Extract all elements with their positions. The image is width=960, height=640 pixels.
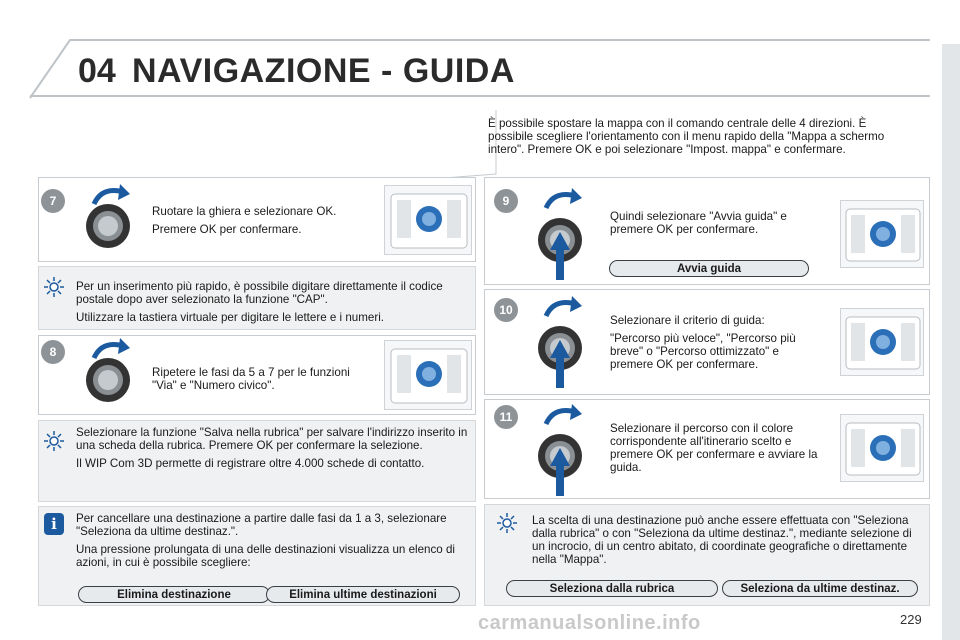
step-10-text [610,314,824,376]
elimina-ultime-destinazioni-button[interactable]: Elimina ultime destinazioni [266,586,460,603]
step-11-line-1: Selezionare il percorso con il colore corrispondente all'itinerario scelto e premere OK per confermare e avviare la guida. [610,422,818,474]
step-badge-9: 9 [494,189,518,213]
tip-3-line-1: La scelta di una destinazione può anche essere effettuata con "Seleziona dalla rubrica" o con "Seleziona da ultime destinaz.", mediante selezione di un incrocio, di un centro abitato, di coordinate geografiche o direttamente nella "Mappa". [532,514,912,566]
step-10-line-2: "Percorso più veloce", "Percorso più breve" o "Percorso ottimizzato" e premere OK per confermare. [610,332,796,371]
header-line [30,95,930,97]
navicom-device-image [384,185,472,255]
knob-press-icon [534,402,594,503]
step-11-text [610,422,824,479]
knob-press-icon [534,186,594,287]
side-strip [942,44,960,640]
seleziona-ultime-destinaz-button[interactable]: Seleziona da ultime destinaz. [722,580,918,597]
navicom-device-image [384,340,472,410]
step-7-line-1: Ruotare la ghiera e selezionare OK. [152,205,337,218]
step-9-text [610,210,820,241]
step-7-text [152,205,372,241]
tip-1-line-1: Per un inserimento più rapido, è possibile digitare direttamente il codice postale dopo aver selezionato la funzione "CAP". [76,280,443,306]
knob-press-icon [534,294,594,395]
step-badge-8: 8 [41,340,65,364]
tip-1-line-2: Utilizzare la tastiera virtuale per digitare le lettere e i numeri. [76,311,385,324]
tip-2-line-1: Selezionare la funzione "Salva nella rubrica" per salvare l'indirizzo inserito in una scheda della rubrica. Premere OK per confermare la selezione. [76,426,468,452]
lightbulb-icon [496,512,518,534]
info-icon: i [44,513,64,535]
knob-rotate-icon [82,336,142,413]
navicom-device-image [840,414,924,482]
step-badge-10: 10 [494,298,518,322]
watermark: carmanualsonline.info [478,612,701,634]
info-line-1: Per cancellare una destinazione a partire dalle fasi da 1 a 3, selezionare "Seleziona da ultime destinaz.". [76,512,447,538]
knob-rotate-icon [82,182,142,259]
info-text [76,512,468,574]
navicom-device-image [840,308,924,376]
step-8-line-1: Ripetere le fasi da 5 a 7 per le funzioni "Via" e "Numero civico". [152,366,350,392]
header-top-line [146,39,930,41]
elimina-destinazione-button[interactable]: Elimina destinazione [78,586,270,603]
step-badge-11: 11 [494,405,518,429]
tip-2-line-2: Il WIP Com 3D permette di registrare oltre 4.000 schede di contatto. [76,457,425,470]
avvia-guida-button[interactable]: Avvia guida [609,260,809,277]
tip-1-text [76,280,468,329]
info-line-2: Una pressione prolungata di una delle destinazioni visualizza un elenco di azioni, in cui è possibile scegliere: [76,543,455,569]
tip-2-text [76,426,468,475]
step-9-line-1: Quindi selezionare "Avvia guida" e premere OK per confermare. [610,210,787,236]
intro-text: È possibile spostare la mappa con il comando centrale delle 4 direzioni. È possibile scegliere l'orientamento con il menu rapido della "Mappa a schermo intero". Premere OK e poi selezionare "Impost. mappa" e confermare. [488,117,885,156]
page-title: NAVIGAZIONE - GUIDA [132,52,515,90]
page-number: 229 [900,612,922,627]
step-8-text [152,366,372,397]
step-badge-7: 7 [41,189,65,213]
tip-3-text [532,514,922,571]
lightbulb-icon [43,430,65,452]
seleziona-dalla-rubrica-button[interactable]: Seleziona dalla rubrica [506,580,718,597]
navicom-device-image [840,200,924,268]
step-10-line-1: Selezionare il criterio di guida: [610,314,765,327]
step-7-line-2: Premere OK per confermare. [152,223,302,236]
chapter-number: 04 [78,52,116,90]
lightbulb-icon [43,276,65,298]
